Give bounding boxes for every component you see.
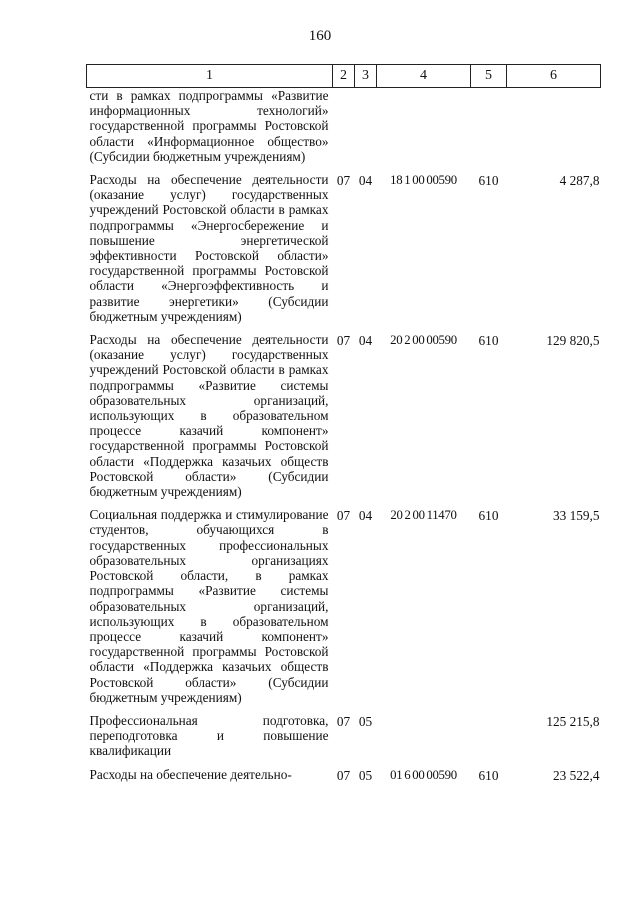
- row-subsection-code: 04: [358, 173, 373, 189]
- row-section-code: 07: [336, 713, 351, 729]
- row-section-code: 07: [336, 508, 351, 524]
- row-amount: 4 287,8: [559, 173, 600, 189]
- row-amount: 23 522,4: [552, 767, 600, 783]
- row-target-article: 01 6 00 00590: [390, 767, 457, 782]
- row-expense-type: [471, 88, 507, 173]
- column-header-2: 2: [333, 65, 355, 88]
- table-header-row: [87, 65, 601, 88]
- row-section-code: 07: [336, 767, 351, 783]
- budget-table: [86, 64, 601, 783]
- row-description: Расходы на обеспечение деятельности (оказание услуг) государственных учреждений Ростовской области в рамках подпрограммы «Энергосбережение и повышение энергетической эффективности Ростовской области» государственной программы Ростовской области «Энергоэффективность и развитие энергетики» (Субсидии бюджетным учреждениям): [89, 172, 329, 324]
- row-description: сти в рамках подпрограммы «Развитие информационных технологий» государственной программы Ростовской области «Информационное общество» (Субсидии бюджетным учреждениям): [89, 88, 329, 164]
- table-row: [87, 88, 601, 173]
- row-target-article: 20 2 00 00590: [390, 333, 457, 348]
- row-section-code: [333, 88, 355, 173]
- row-amount: 129 820,5: [546, 333, 600, 349]
- row-subsection-code: [355, 88, 377, 173]
- row-expense-type: 610: [478, 173, 499, 189]
- row-target-article: 18 1 00 00590: [390, 173, 457, 188]
- row-description: Расходы на обеспечение деятельности (оказание услуг) государственных учреждений Ростовской области в рамках подпрограммы «Развитие системы образовательных организаций, использующих в образовательном процессе казачий компонент» государственной программы Ростовской области «Поддержка казачьих обществ Ростовской области» (Субсидии бюджетным учреждениям): [89, 332, 329, 500]
- column-header-4: 4: [377, 65, 471, 88]
- row-expense-type: 610: [478, 767, 499, 783]
- table-row: [87, 767, 601, 783]
- table-row: [87, 332, 601, 507]
- row-expense-type: 610: [478, 333, 499, 349]
- column-header-1: 1: [87, 65, 333, 88]
- row-expense-type: 610: [478, 508, 499, 524]
- row-subsection-code: 04: [358, 508, 373, 524]
- row-description: Профессиональная подготовка, переподготовка и повышение квалификации: [89, 712, 329, 759]
- page-number: 160: [308, 28, 332, 44]
- row-subsection-code: 04: [358, 333, 373, 349]
- column-header-3: 3: [355, 65, 377, 88]
- row-amount: 33 159,5: [552, 508, 600, 524]
- row-expense-type: [471, 713, 507, 767]
- row-target-article: 20 2 00 11470: [390, 508, 457, 523]
- row-section-code: 07: [336, 173, 351, 189]
- row-description: Расходы на обеспечение деятельно-: [89, 766, 292, 782]
- row-section-code: 07: [336, 333, 351, 349]
- row-amount: [507, 88, 601, 173]
- table-row: [87, 507, 601, 713]
- column-header-6: 6: [507, 65, 601, 88]
- column-header-5: 5: [471, 65, 507, 88]
- table-row: [87, 713, 601, 767]
- row-subsection-code: 05: [358, 767, 373, 783]
- row-amount: 125 215,8: [546, 713, 600, 729]
- row-target-article: [377, 713, 471, 767]
- table-row: [87, 172, 601, 332]
- row-subsection-code: 05: [358, 713, 373, 729]
- row-description: Социальная поддержка и стимулирование студентов, обучающихся в государственных профессиональных образовательных организациях Ростовской области, в рамках подпрограммы «Развитие системы образовательных организаций, использующих в образовательном процессе казачий компонент» государственной программы Ростовской области «Поддержка казачьих обществ Ростовской области» (Субсидии бюджетным учреждениям): [89, 507, 329, 705]
- row-target-article: [377, 88, 471, 173]
